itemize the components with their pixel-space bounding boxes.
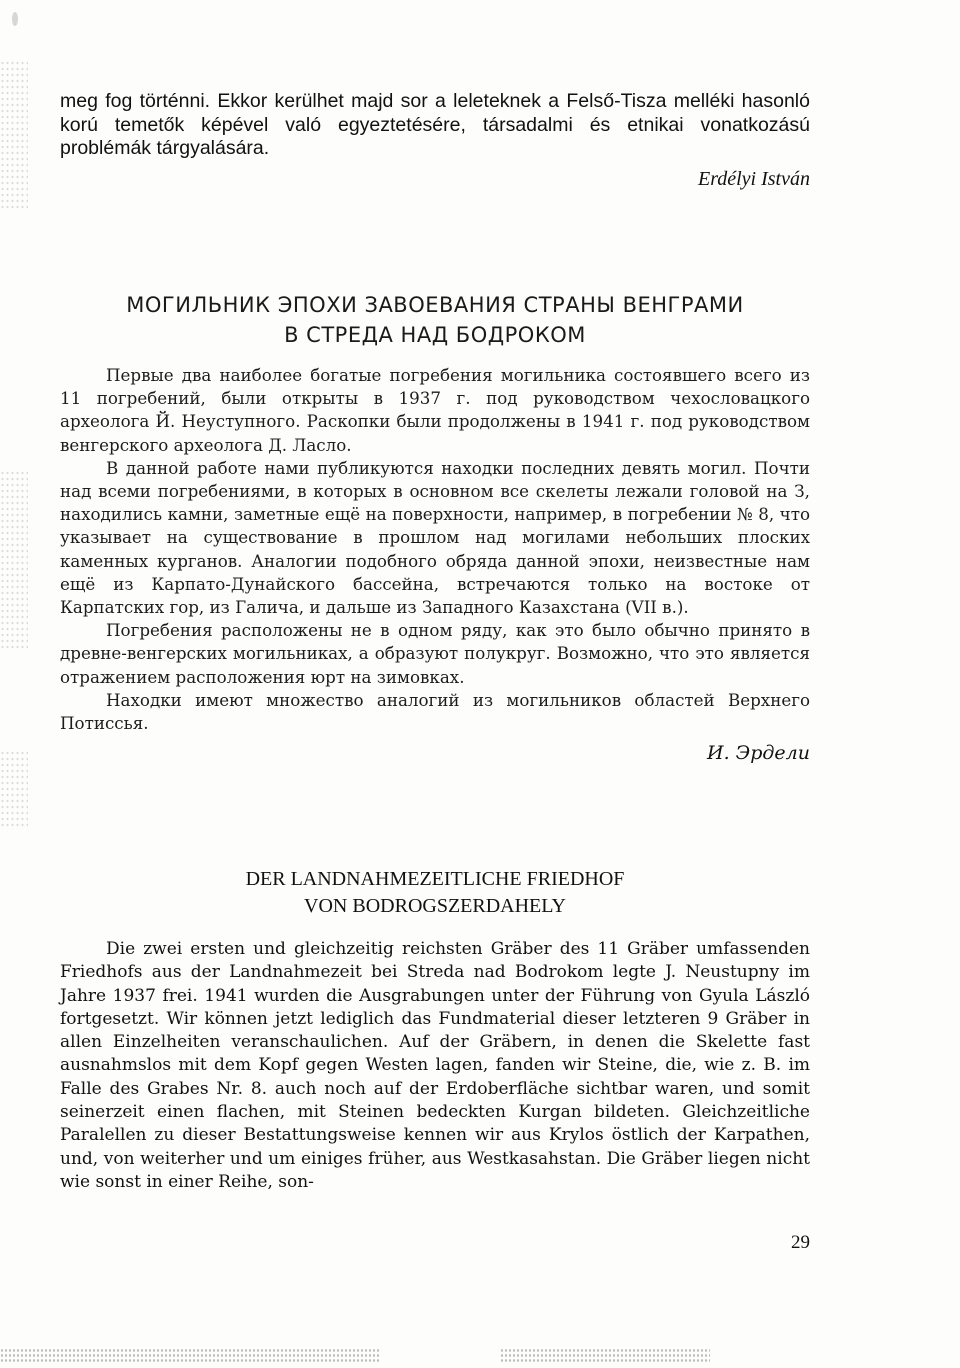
scan-noise-left-lower [0,750,28,830]
russian-author: И. Эрдели [707,742,810,764]
german-paragraph: Die zwei ersten und gleichzeitig reichsten Gräber des 11 Gräber umfassenden Friedhofs aus der Landnahmezeit bei Streda nad Bodrokom legte J. Neustupny im Jahre 1937 frei. 1941 wurden die Ausgrabungen unter der Führung von Gyula László fortgesetzt. Wir können jetzt lediglich das Fundmaterial dieser letzteren 9 Gräber in allen Einzelheiten veranschaulichen. Auf der Gräbern, in denen die Skelette fast ausnahmslos mit dem Kopf gegen Westen lagen, fanden wir Steine, die, wie z. B. im Falle des Grabes Nr. 8. auch noch auf der Erdoberfläche sichtbar waren, und somit seinerzeit einen flachen, mit Steinen bedeckten Kurgan bildeten. Gleichzeitliche Paralellen zu dieser Bestattungsweise kennen wir aus Krylos östlich der Karpathen, und, von weiterher und um einiges früher, aus Westkasahstan. Die Gräber liegen nicht wie sonst in einer Reihe, son- [60,939,810,1192]
russian-summary [60,364,810,735]
russian-paragraph: В данной работе нами публикуются находки последних девять могил. Почти над всеми погребениями, в которых в основном все скелеты лежали головой на З, находились камни, заметные ещё на поверхности, например, в погребении № 8, что указывает на существование в прошлом над могилами небольших плоских каменных курганов. Аналогии подобного обряда данной эпохи, неизвестные нам ещё из Карпато-Дунайского бассейна, встречаются только на востоке от Карпатских гор, из Галича, и дальше из Западного Казахстана (VII в.). [60,457,810,618]
hungarian-author: Erdélyi István [697,168,810,190]
german-title [60,866,810,920]
scan-noise-bottom-left [0,1348,380,1362]
scan-mark [12,12,18,26]
scan-noise-bottom-right [500,1348,710,1362]
hungarian-paragraph: meg fog történni. Ekkor kerülhet majd sor a leleteknek a Felső-Tisza melléki hasonló korú temetők képével való egyeztetésére, társadalmi és etnikai vonatkozású problémák tárgyalására. [60,90,810,160]
page-number: 29 [791,1232,810,1253]
russian-paragraph: Первые два наиболее богатые погребения могильника состоявшего всего из 11 погребений, были открыты в 1937 г. под руководством чехословацкого археолога Й. Неуступного. Раскопки были продолжены в 1941 г. под руководством венгерского археолога Д. Ласло. [60,365,810,455]
german-title-line-2: VON BODROGSZERDAHELY [304,895,566,917]
russian-paragraph: Погребения расположены не в одном ряду, как это было обычно принято в древне-венгерских могильниках, а образуют полукруг. Возможно, что это является отражением расположения юрт на зимовках. [60,620,810,687]
russian-paragraph: Находки имеют множество аналогий из могильников областей Верхнего Потиссья. [60,689,810,734]
german-summary [60,938,810,1194]
scan-noise-left-top [0,60,28,210]
scan-noise-left-middle [0,470,28,650]
russian-title-line-1: МОГИЛЬНИК ЭПОХИ ЗАВОЕВАНИЯ СТРАНЫ ВЕНГРАМИ [126,293,744,317]
german-title-line-1: DER LANDNAHMEZEITLICHE FRIEDHOF [245,868,625,890]
russian-title [60,290,810,350]
russian-title-line-2: В СТРЕДА НАД БОДРОКОМ [284,323,586,347]
